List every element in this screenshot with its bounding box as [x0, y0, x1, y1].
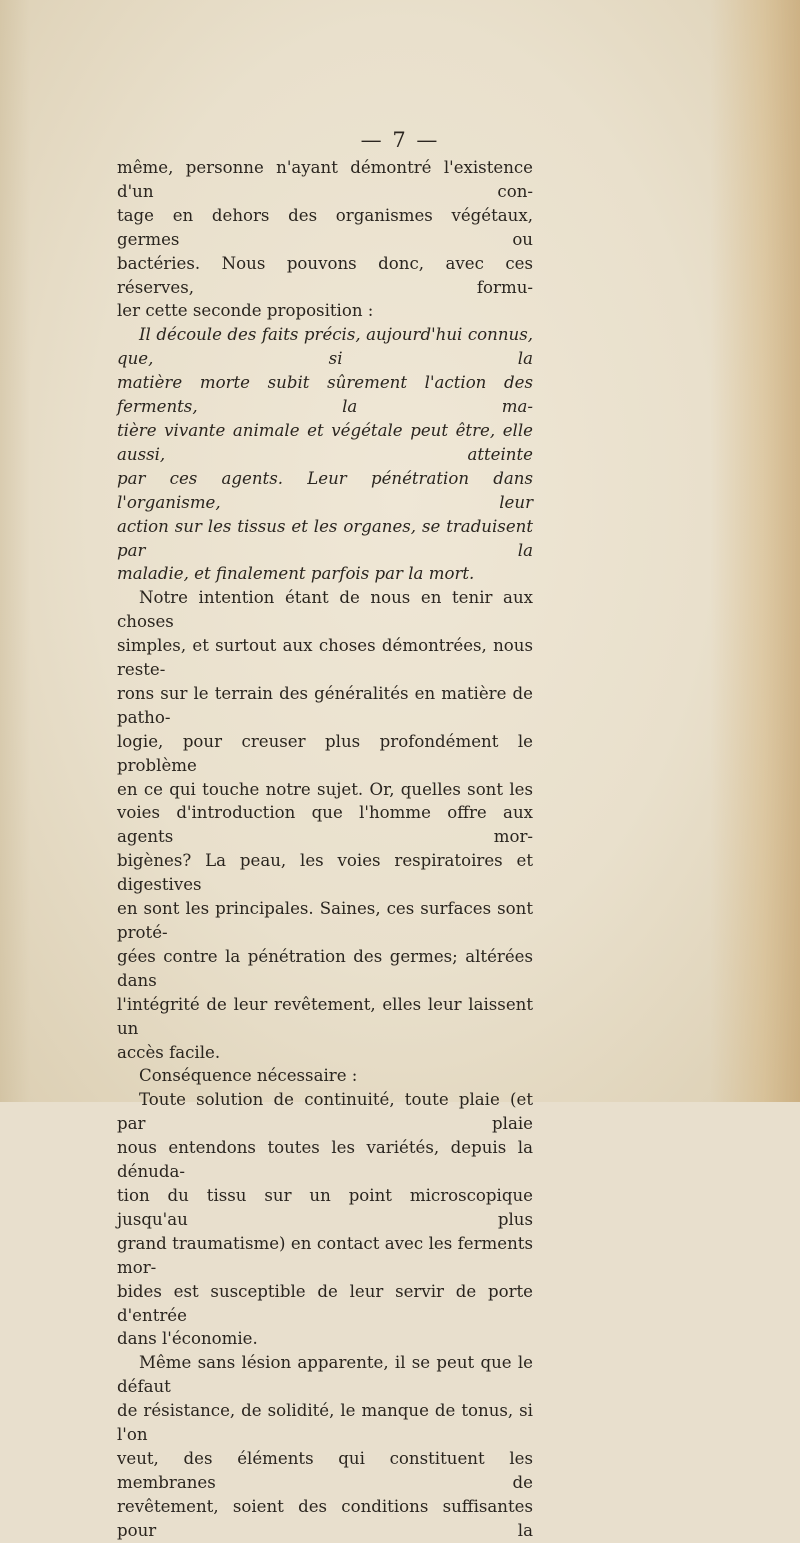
text-line: accès facile. — [117, 1042, 221, 1062]
text-line: dans l'économie. — [117, 1329, 258, 1349]
text-line: voies d'introduction que l'homme offre aux agents mor- — [117, 803, 533, 847]
text-line: ler cette seconde proposition : — [117, 301, 374, 321]
text-line: par ces agents. Leur pénétration dans l'organisme, leur — [117, 468, 533, 512]
text-line: rons sur le terrain des généralités en matière de patho- — [117, 683, 533, 727]
text-line: maladie, et finalement parfois par la mort. — [117, 564, 475, 584]
page-number: — 7 — — [360, 128, 440, 152]
text-line: action sur les tissus et les organes, se traduisent par la — [117, 516, 533, 560]
text-line: même, personne n'ayant démontré l'existence d'un con- — [117, 158, 533, 201]
text-line: Toute solution de continuité, toute plaie (et par plaie — [117, 1090, 533, 1134]
text-line: de résistance, de solidité, le manque de tonus, si l'on — [117, 1401, 533, 1445]
text-line: revêtement, soient des conditions suffisantes pour la — [117, 1496, 533, 1540]
text-line: matière morte subit sûrement l'action des ferments, la ma- — [117, 373, 533, 417]
text-line: en ce qui touche notre sujet. Or, quelles sont les — [117, 779, 533, 799]
text-line: bigènes? La peau, les voies respiratoires et digestives — [117, 851, 533, 895]
text-line: tière vivante animale et végétale peut être, elle aussi, atteinte — [117, 420, 533, 464]
text-line: Il découle des faits précis, aujourd'hui connus, que, si la — [117, 325, 533, 369]
page-shadow-left — [0, 0, 30, 1102]
text-line: veut, des éléments qui constituent les membranes de — [117, 1448, 533, 1492]
page-stain-right — [710, 0, 800, 1102]
text-line: l'intégrité de leur revêtement, elles leur laissent un — [117, 994, 533, 1038]
text-line: en sont les principales. Saines, ces surfaces sont proté- — [117, 899, 533, 942]
text-line: logie, pour creuser plus profondément le problème — [117, 731, 533, 775]
text-line: bides est susceptible de leur servir de porte d'entrée — [117, 1281, 533, 1325]
text-line: simples, et surtout aux choses démontrées, nous reste- — [117, 636, 533, 680]
text-line: Conséquence nécessaire : — [139, 1066, 358, 1086]
text-line: tion du tissu sur un point microscopique jusqu'au plus — [117, 1185, 533, 1229]
text-line: gées contre la pénétration des germes; altérées dans — [117, 946, 533, 990]
text-line: bactéries. Nous pouvons donc, avec ces réserves, formu- — [117, 253, 533, 297]
text-line: grand traumatisme) en contact avec les ferments mor- — [117, 1233, 533, 1277]
page-body — [117, 156, 533, 1543]
text-line: Notre intention étant de nous en tenir aux choses — [117, 588, 533, 632]
text-line: nous entendons toutes les variétés, depuis la dénuda- — [117, 1138, 533, 1182]
text-line: Même sans lésion apparente, il se peut que le défaut — [117, 1353, 533, 1397]
text-line: tage en dehors des organismes végétaux, germes ou — [117, 205, 533, 249]
